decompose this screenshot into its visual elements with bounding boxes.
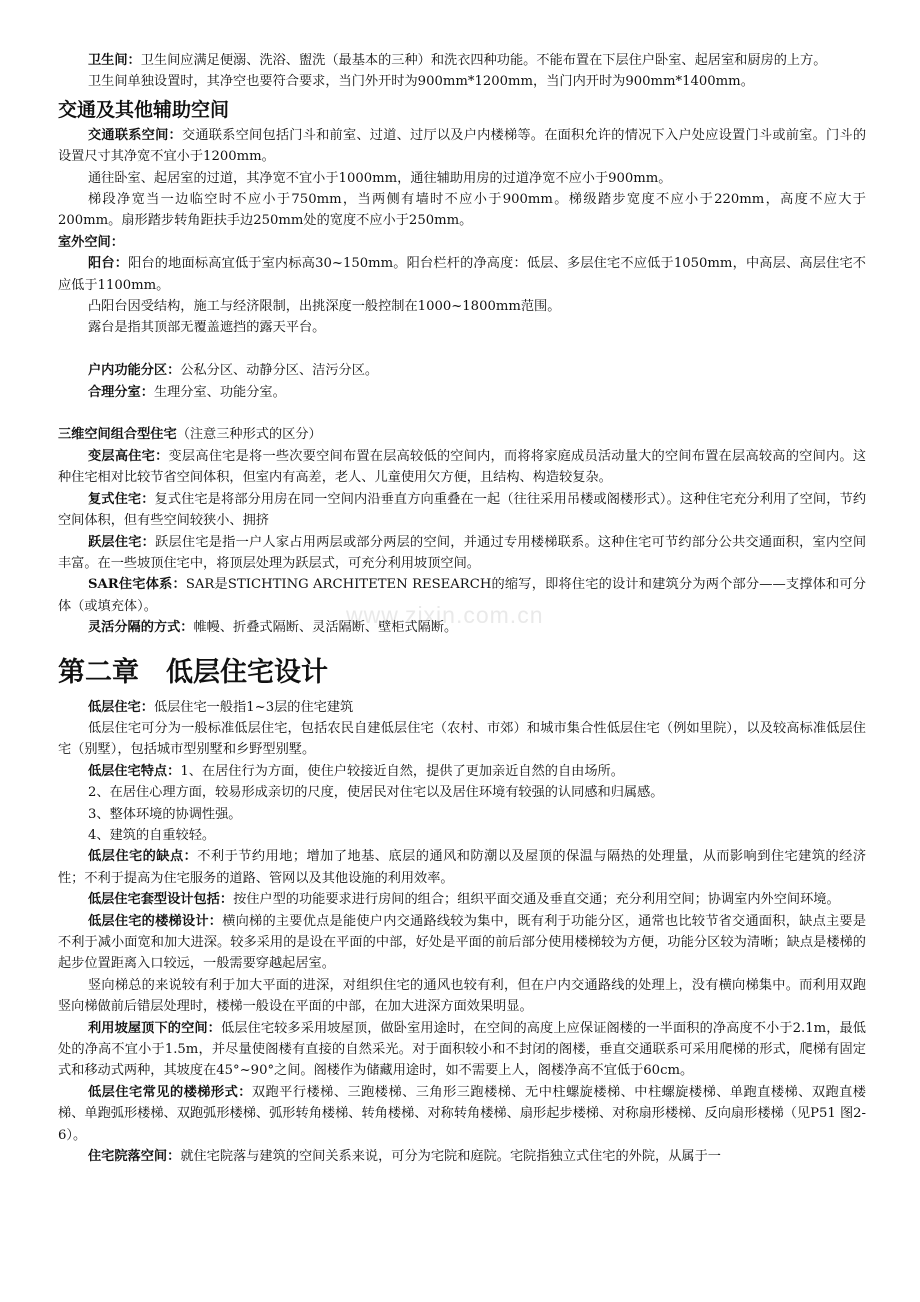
term-label: 灵活分隔的方式： <box>88 620 194 636</box>
paragraph <box>58 71 866 92</box>
term-label: 低层住宅的楼梯设计： <box>88 913 223 929</box>
paragraph <box>58 489 866 532</box>
blank-line <box>58 339 866 360</box>
paragraph <box>58 125 866 168</box>
paragraph-text: （注意三种形式的区分） <box>176 427 322 443</box>
paragraph <box>58 761 866 782</box>
paragraph <box>58 317 866 338</box>
paragraph-text: 复式住宅是将部分用房在同一空间内沿垂直方向重叠在一起（往往采用吊楼或阁楼形式）。这种住宅充分利用了空间，节约空间体积，但有些空间较狭小、拥挤 <box>58 491 867 529</box>
paragraph-text: 不利于节约用地；增加了地基、底层的通风和防潮以及屋顶的保温与隔热的处理量，从而影响到住宅建筑的经济性；不利于提高为住宅服务的道路、管网以及其他设施的利用效率。 <box>58 849 867 886</box>
paragraph <box>58 1018 866 1082</box>
paragraph-text: 2、在居住心理方面，较易形成亲切的尺度，使居民对住宅以及居住环境有较强的认同感和归属感。 <box>88 785 664 801</box>
paragraph <box>58 1146 866 1167</box>
paragraph-text: 凸阳台因受结构，施工与经济限制，出挑深度一般控制在1000~1800mm范围。 <box>88 299 561 315</box>
paragraph <box>58 1082 866 1146</box>
term-label: 卫生间： <box>88 53 141 68</box>
paragraph <box>58 168 866 189</box>
term-label: 低层住宅特点： <box>88 763 181 779</box>
paragraph <box>58 782 866 803</box>
paragraph <box>58 804 866 825</box>
term-label: 三维空间组合型住宅 <box>58 427 177 443</box>
term-label: 跃层住宅： <box>88 534 156 550</box>
paragraph <box>58 617 866 638</box>
paragraph <box>58 189 866 232</box>
term-label: 交通联系空间： <box>88 127 182 143</box>
paragraph-text: 低层住宅较多采用坡屋顶，做卧室用途时，在空间的高度上应保证阁楼的一半面积的净高度不小于2.1m，最低处的净高不宜小于1.5m，并尽量使阁楼有直接的自然采光。对于面积较小和不封闭的阁楼，垂直交通联系可采用爬梯的形式，爬梯有固定式和移动式两种，其坡度在45°~90°之间。阁楼作为储藏用途时，如不需要上人，阁楼净高不宜低于60cm。 <box>58 1020 866 1079</box>
term-label: 户内功能分区： <box>88 363 181 379</box>
paragraph-text: 交通联系空间包括门斗和前室、过道、过厅以及户内楼梯等。在面积允许的情况下入户处应设置门斗或前室。门斗的设置尺寸其净宽不宜小于1200mm。 <box>58 127 867 165</box>
term-label: SAR住宅体系： <box>88 577 186 593</box>
term-label: 低层住宅常见的楼梯形式： <box>88 1084 252 1100</box>
paragraph <box>58 975 866 1018</box>
paragraph-text: 卫生间应满足便溺、洗浴、盥洗（最基本的三种）和洗衣四种功能。不能布置在下层住户卧室、起居室和厨房的上方。 <box>140 53 827 68</box>
paragraph-text: 低层住宅一般指1~3层的住宅建筑 <box>153 699 354 715</box>
paragraph-text: 公私分区、动静分区、洁污分区。 <box>180 363 379 379</box>
term-label: 低层住宅： <box>88 699 154 715</box>
term-label: 变层高住宅： <box>88 448 169 464</box>
paragraph-text: 竖向梯总的来说较有利于加大平面的进深，对组织住宅的通风也较有利，但在户内交通路线的处理上，没有横向梯集中。而利用双跑竖向梯做前后错层处理时，楼梯一般设在平面的中部，在加大进深方面效果明显。 <box>58 977 866 1015</box>
term-label: 阳台： <box>88 256 129 272</box>
chapter-title: 第二章 低层住宅设计 <box>58 656 328 688</box>
paragraph-text: 阳台的地面标高宜低于室内标高30~150mm。阳台栏杆的净高度：低层、多层住宅不应低于1050mm，中高层、高层住宅不应低于1100mm。 <box>58 256 866 293</box>
paragraph-text: 跃层住宅是指一户人家占用两层或部分两层的空间，并通过专用楼梯联系。这种住宅可节约部分公共交通面积，室内空间丰富。在一些坡顶住宅中，将顶层处理为跃层式，可充分利用坡顶空间。 <box>58 534 867 571</box>
paragraph-text: 变层高住宅是将一些次要空间布置在层高较低的空间内，而将将家庭成员活动量大的空间布置在层高较高的空间内。这种住宅相对比较节省空间体积，但室内有高差，老人、儿童使用欠方便，且结构、构造较复杂。 <box>58 448 867 486</box>
paragraph-text: 按住户型的功能要求进行房间的组合；组织平面交通及垂直交通；充分利用空间；协调室内外空间环境。 <box>233 892 840 908</box>
paragraph-text: SAR是STICHTING ARCHITETEN RESEARCH的缩写，即将住宅的设计和建筑分为两个部分——支撑体和可分体（或填充体）。 <box>58 577 866 614</box>
blank-line <box>58 403 866 424</box>
paragraph-text: 3、整体环境的协调性强。 <box>88 806 242 822</box>
paragraph <box>58 718 866 761</box>
document-body <box>58 50 866 1167</box>
paragraph-text: 帷幔、折叠式隔断、灵活隔断、壁柜式隔断。 <box>193 620 458 636</box>
paragraph <box>58 382 866 403</box>
paragraph <box>58 50 866 71</box>
paragraph <box>58 296 866 317</box>
paragraph-text: 卫生间单独设置时，其净空也要符合要求，当门外开时为900mm*1200mm，当门内开时为900mm*1400mm。 <box>88 74 754 90</box>
paragraph-text: 通往卧室、起居室的过道，其净宽不宜小于1000mm，通往辅助用房的过道净宽不应小于900mm。 <box>88 170 672 186</box>
term-label: 利用坡屋顶下的空间： <box>88 1020 221 1036</box>
paragraph-text: 就住宅院落与建筑的空间关系来说，可分为宅院和庭院。宅院指独立式住宅的外院，从属于一 <box>180 1149 721 1165</box>
paragraph <box>58 253 866 296</box>
paragraph-text: 梯段净宽当一边临空时不应小于750mm，当两侧有墙时不应小于900mm。梯级踏步宽度不应小于220mm，高度不应大于200mm。扇形踏步转角距扶手边250mm处的宽度不应小于250mm。 <box>58 192 866 229</box>
term-label: 合理分室： <box>88 384 154 400</box>
paragraph <box>58 889 866 910</box>
paragraph-text: 生理分室、功能分室。 <box>153 384 286 400</box>
paragraph-text: 低层住宅可分为一般标准低层住宅，包括农民自建低层住宅（农村、市郊）和城市集合性低层住宅（例如里院），以及较高标准低层住宅（别墅），包括城市型别墅和乡野型别墅。 <box>58 720 866 758</box>
paragraph <box>58 360 866 381</box>
paragraph <box>58 424 866 445</box>
term-label: 复式住宅： <box>88 491 155 507</box>
paragraph-text: 4、建筑的自重较轻。 <box>88 827 216 843</box>
term-label: 低层住宅的缺点： <box>88 849 198 865</box>
watermark: www.zixin.com.cn <box>346 602 544 628</box>
paragraph <box>58 846 866 889</box>
paragraph <box>58 825 866 846</box>
section-heading: 交通及其他辅助空间 <box>58 98 230 121</box>
term-label: 住宅院落空间： <box>88 1149 181 1165</box>
paragraph <box>58 697 866 718</box>
paragraph <box>58 446 866 489</box>
paragraph <box>58 532 866 575</box>
paragraph-text: 露台是指其顶部无覆盖遮挡的露天平台。 <box>88 320 326 336</box>
paragraph <box>58 574 866 617</box>
subsection-heading: 室外空间： <box>58 234 124 250</box>
term-label: 低层住宅套型设计包括： <box>88 892 234 908</box>
paragraph-text: 横向梯的主要优点是能使户内交通路线较为集中，既有利于功能分区，通常也比较节省交通面积，缺点主要是不利于减小面宽和加大进深。较多采用的是设在平面的中部，好处是平面的前后部分使用楼梯较为方便，功能分区较为清晰；缺点是楼梯的起步位置距离入口较远，一般需要穿越起居室。 <box>58 913 867 972</box>
paragraph-text: 双跑平行楼梯、三跑楼梯、三角形三跑楼梯、无中柱螺旋楼梯、中柱螺旋楼梯、单跑直楼梯、双跑直楼梯、单跑弧形楼梯、双跑弧形楼梯、弧形转角楼梯、转角楼梯、对称转角楼梯、扇形起步楼梯、对称扇形楼梯、反向扇形楼梯（见P51 图2-6）。 <box>58 1084 866 1143</box>
paragraph <box>58 911 866 975</box>
paragraph-text: 1、在居住行为方面，使住户较接近自然，提供了更加亲近自然的自由场所。 <box>180 763 624 779</box>
